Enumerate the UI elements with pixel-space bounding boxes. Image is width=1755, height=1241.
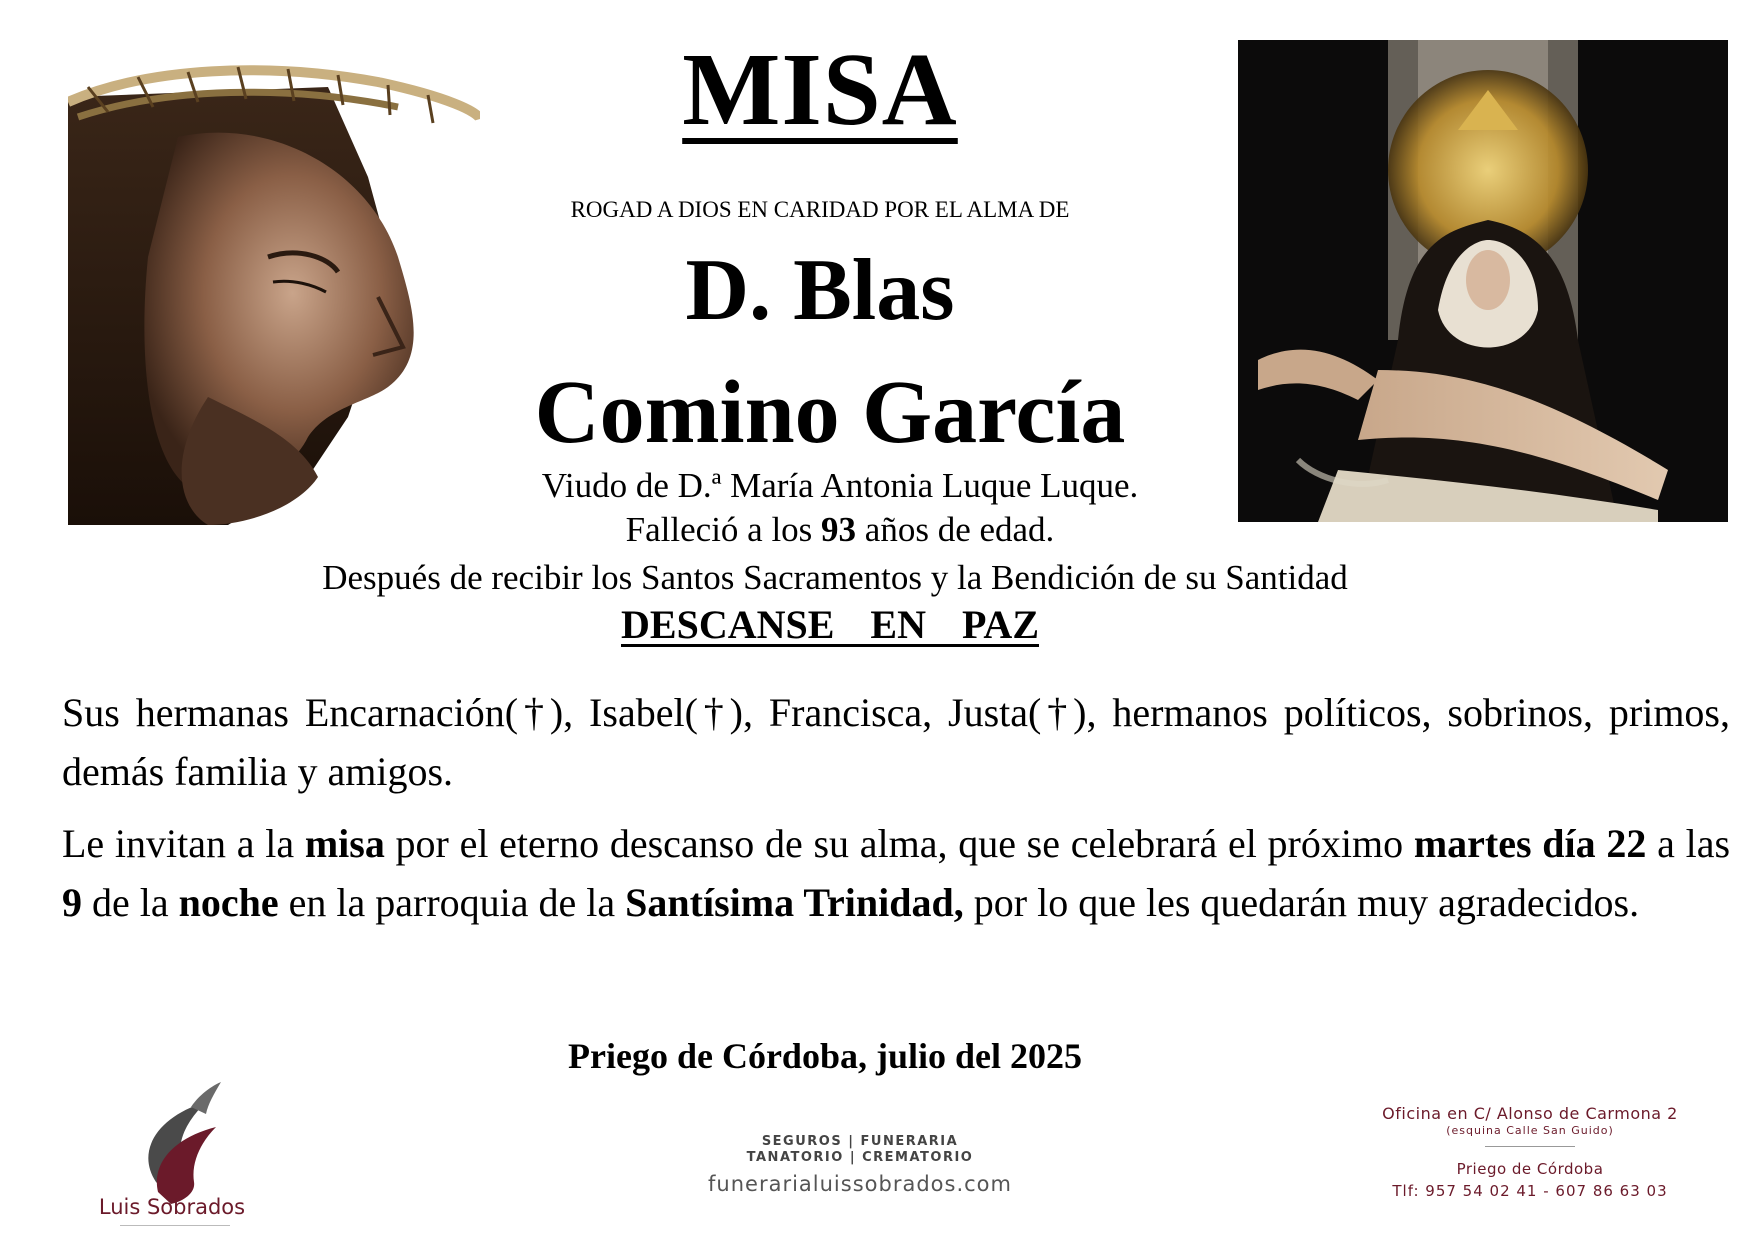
office-town: Priego de Córdoba [1456, 1160, 1604, 1178]
services-line1: SEGUROS | FUNERARIA [761, 1134, 959, 1149]
virgin-pieta-icon [1238, 40, 1728, 522]
jesus-image [68, 57, 480, 525]
deceased-name-line1: D. Blas [685, 242, 955, 339]
rogad-line: ROGAD A DIOS EN CARIDAD POR EL ALMA DE [570, 197, 1070, 222]
sacraments-line: Después de recibir los Santos Sacramentos y la Bendición de su Santidad [322, 558, 1348, 597]
age-line: Falleció a los 93 años de edad. [625, 510, 1055, 549]
jesus-crown-of-thorns-icon [68, 57, 480, 525]
office-address: Oficina en C/ Alonso de Carmona 2 [1382, 1104, 1678, 1123]
deceased-name-line2: Comino García [534, 363, 1126, 462]
services-line2: TANATORIO | CREMATORIO [746, 1150, 974, 1165]
widower-line: Viudo de D.ª María Antonia Luque Luque. [541, 466, 1139, 505]
office-note: (esquina Calle San Guido) [1446, 1124, 1614, 1137]
website-link[interactable]: funerarialuissobrados.com [708, 1172, 1012, 1196]
logo-name: Luis Sobrados [98, 1195, 246, 1219]
pieta-image [1238, 40, 1728, 522]
invitation-paragraph: Le invitan a la misa por el eterno descanso de su alma, que se celebrará el próximo martes día 22 a las 9 de la noche en la parroquia de la Santísima Trinidad, por lo que les quedarán muy agradecidos. [62, 821, 1731, 925]
rest-in-peace: DESCANSE EN PAZ [621, 602, 1039, 647]
family-paragraph: Sus hermanas Encarnación(†), Isabel(†), Francisca, Justa(†), hermanos políticos, sobrinos, primos, demás familia y amigos. [62, 690, 1730, 794]
page-title: MISA [682, 32, 958, 147]
place-date: Priego de Córdoba, julio del 2025 [568, 1036, 1082, 1076]
address-divider [1485, 1146, 1575, 1147]
logo-divider [120, 1225, 230, 1226]
phone-numbers: Tlf: 957 54 02 41 - 607 86 63 03 [1392, 1182, 1668, 1200]
age-value: 93 [821, 510, 857, 549]
